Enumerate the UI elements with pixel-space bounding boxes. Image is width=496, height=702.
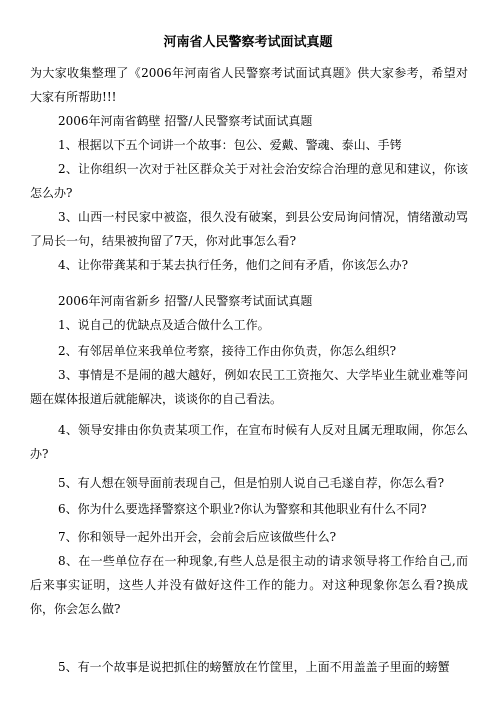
question-paragraph: 3、事情是不是闹的越大越好，例如农民工工资拖欠、大学毕业生就业难等问题在媒体报道后就能解决，谈谈你的自己看法。: [30, 368, 468, 406]
question-paragraph: 1、说自己的优缺点及适合做什么工作。: [58, 318, 270, 332]
question-paragraph: 1、根据以下五个词讲一个故事：包公、爱戴、警魂、泰山、手铐: [58, 138, 402, 152]
question-paragraph: 7、你和领导一起外出开会，会前会后应该做些什么?: [58, 530, 337, 544]
question-paragraph: 4、让你带龚某和于某去执行任务，他们之间有矛盾，你该怎么办?: [58, 258, 409, 272]
question-paragraph: 2、有邻居单位来我单位考察，接待工作由你负责，你怎么组织?: [58, 344, 397, 358]
document-title: 河南省人民警察考试面试真题: [163, 35, 333, 50]
question-paragraph: 6、你为什么要选择警察这个职业?你认为警察和其他职业有什么不同?: [58, 502, 427, 516]
intro-paragraph: 为大家收集整理了《2006年河南省人民警察考试面试真题》供大家参考，希望对大家有所帮助!!!: [30, 66, 468, 104]
question-paragraph: 5、有一个故事是说把抓住的螃蟹放在竹筐里，上面不用盖盖子里面的螃蟹: [58, 660, 450, 674]
question-paragraph: 8、在一些单位存在一种现象,有些人总是很主动的请求领导将工作给自己,而后来事实证明，这些人并没有做好这件工作的能力。对这种现象你怎么看?换成你，你会怎么做?: [30, 554, 468, 616]
section-heading-hebi: 2006年河南省鹤壁 招警/人民警察考试面试真题: [58, 114, 313, 128]
question-paragraph: 5、有人想在领导面前表现自己，但是怕别人说自己毛遂自荐，你怎么看?: [58, 476, 445, 490]
question-paragraph: 3、山西一村民家中被盗，很久没有破案，到县公安局询问情况，情绪激动骂了局长一句，结果被拘留了7天，你对此事怎么看?: [30, 210, 468, 248]
question-paragraph: 2、让你组织一次对于社区群众关于对社会治安综合治理的意见和建议，你该怎么办?: [30, 162, 468, 200]
question-paragraph: 4、领导安排由你负责某项工作，在宣布时候有人反对且属无理取闹，你怎么办?: [30, 423, 468, 461]
section-heading-xinxiang: 2006年河南省新乡 招警/人民警察考试面试真题: [58, 294, 313, 308]
